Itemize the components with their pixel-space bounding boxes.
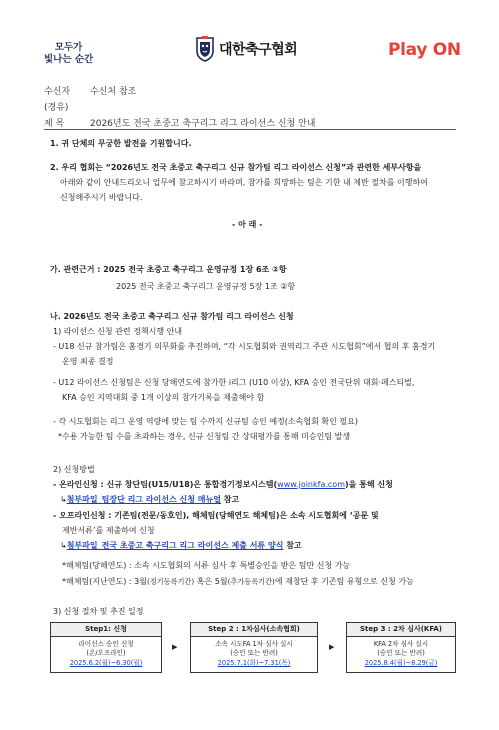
city-line2: *수용 가능한 팀 수를 초과하는 경우, 신규 신청팀 간 상대평가를 통해 미승인팀 발생 — [58, 432, 351, 441]
step-1-box — [50, 622, 162, 673]
na-title: 나. 2026년도 전국 초중고 축구리그 신규 참가팀 리그 라이선스 신청 — [50, 312, 294, 321]
online-suffix: )을 통해 신청 — [344, 480, 393, 489]
paragraph-2-line2: 아래와 같이 안내드리오니 업무에 참고하시기 바라며, 참가를 희망하는 팀은 기한 내 제반 절차를 이행하여 — [60, 178, 428, 187]
attachment-2-row — [60, 540, 302, 551]
attachment-1-link[interactable]: 첨부파일_팀장단 리그 라이선스 신청 매뉴얼 — [66, 495, 221, 504]
na-section-2: 2) 신청방법 — [53, 465, 95, 474]
step-1-line2: (온/오프라인) — [86, 649, 126, 657]
step-1-title: Step1: 신청 — [51, 623, 161, 637]
u12-line1: - U12 라이선스 신청팀은 신청 당해연도에 참가한 i리그 (U10 이상), KFA 승인 전국단위 대회·페스티벌, — [53, 378, 415, 387]
slogan-line2: 빛나는 순간 — [44, 54, 94, 65]
dissolved-prev-prefix: *해체팀(지난연도) : 3월 — [62, 577, 147, 586]
step-2-line2: (승인 또는 반려) — [230, 649, 278, 657]
step-3-line1: KFA 2차 심사 실시 — [373, 640, 429, 648]
triangle-right-icon: ▶ — [172, 643, 178, 651]
city-line1: - 각 시도협회는 리그 운영 역량에 맞는 팀 수까지 신규팀 승인 예정(소속협회 확인 필요) — [53, 417, 358, 426]
step-1-date: 2025.6.2(월)~6.30(월) — [69, 659, 143, 667]
via-label: (경유) — [44, 103, 69, 113]
step-2-date: 2025.7.1(화)~7.31(목) — [217, 659, 291, 667]
u18-line2: 운영 최종 결정 — [62, 357, 114, 366]
step-3-date: 2025.8.4(월)~8.29(금) — [364, 659, 438, 667]
kfa-logo — [195, 36, 297, 62]
slogan — [44, 42, 93, 66]
dissolved-prev-mid: 혹은 5월 — [194, 577, 228, 586]
subject-value: 2026년도 전국 초중고 축구리그 리그 라이선스 신청 안내 — [90, 119, 316, 129]
subject-label: 제 목 — [44, 119, 65, 129]
dissolved-prev-note1: (정기등록기간) — [146, 577, 195, 586]
dissolved-prev-suffix: 에 재창단 후 기존팀 유형으로 신청 가능 — [274, 577, 414, 586]
return-arrow-icon: ↳ — [60, 495, 67, 504]
attachment-1-suffix: 참고 — [220, 495, 240, 504]
online-prefix: - 온라인신청 : 신규 창단팀(U15/U18)은 통합경기정보시스템( — [53, 480, 278, 489]
recipient-row — [44, 84, 136, 97]
slogan-line1: 모두가 — [54, 42, 83, 53]
u12-line2: KFA 승인 지역대회 중 1개 이상의 참가기록을 제출해야 함 — [62, 393, 265, 402]
ahrae-heading: - 아 래 - — [232, 220, 263, 229]
play-on-brand: Play ON — [388, 40, 461, 60]
attachment-2-link[interactable]: 첨부파일_전국 초중고 축구리그 리그 라이선스 제출 서류 양식 — [66, 541, 284, 550]
u18-line1: - U18 신규 참가팀은 홈경기 의무화를 추진하며, “각 시도협회와 권역리그 주관 시도협회”에서 협의 후 홈경기 — [53, 342, 436, 351]
attachment-1-row — [60, 494, 239, 505]
attachment-2-suffix: 참고 — [283, 541, 302, 550]
triangle-right-icon: ▶ — [329, 643, 335, 651]
paragraph-2-line1: 2. 우리 협회는 “2026년도 전국 초중고 축구리그 신규 참가팀 리그 라이선스 신청”과 관련한 세부사항을 — [50, 163, 422, 172]
dissolved-prev-note2: (추가등록기간) — [227, 577, 275, 586]
step-1-line1: 라이선스 승인 신청 — [78, 640, 134, 648]
return-arrow-icon: ↳ — [60, 541, 67, 550]
paragraph-2-line3: 신청해주시기 바랍니다. — [60, 193, 143, 202]
step-2-box — [190, 622, 318, 673]
na-section-3: 3) 신청 절차 및 추진 일정 — [53, 607, 144, 616]
offline-line1: - 오프라인신청 : 기존팀(전문/동호인), 해체팀(당해연도 해체팀)은 소속 시도협회에 ‘공문 및 — [53, 511, 379, 520]
recipient-label: 수신자 — [44, 87, 71, 97]
step-2-title: Step 2 : 1차심사(소속협회) — [191, 623, 317, 637]
na-section-1: 1) 라이선스 신청 관련 정책시행 안내 — [53, 327, 183, 336]
step-3-title: Step 3 : 2차 심사(KFA) — [347, 623, 455, 637]
step-2-line1: 소속 시도FA 1차 심사 실시 — [215, 640, 293, 648]
step-3-box — [346, 622, 456, 673]
online-row — [53, 479, 393, 490]
joinkfa-link[interactable]: www.joinkfa.com — [277, 480, 345, 489]
dissolved-previous-row — [62, 576, 414, 587]
tiger-emblem-icon — [195, 36, 215, 62]
subject-row — [44, 116, 316, 129]
subject-divider — [44, 129, 456, 130]
dissolved-current: *해체팀(당해연도) : 소속 시도협회의 서류 심사 후 특별승인을 받은 팀만 신청 가능 — [62, 561, 351, 570]
ga-basis-line2: 2025 전국 초중고 축구리그 운영규정 5장 1조 ②항 — [116, 282, 296, 291]
recipient-value: 수신처 참조 — [90, 87, 137, 97]
offline-line2: 제반서류’를 제출하여 신청 — [62, 526, 155, 535]
org-name: 대한축구협회 — [219, 42, 298, 58]
paragraph-1: 1. 귀 단체의 무궁한 발전을 기원합니다. — [50, 139, 192, 148]
ga-basis-line1: 가. 관련근거 : 2025 전국 초중고 축구리그 운영규정 1장 6조 ②항 — [50, 265, 287, 274]
step-3-line2: (승인 또는 반려) — [377, 649, 425, 657]
